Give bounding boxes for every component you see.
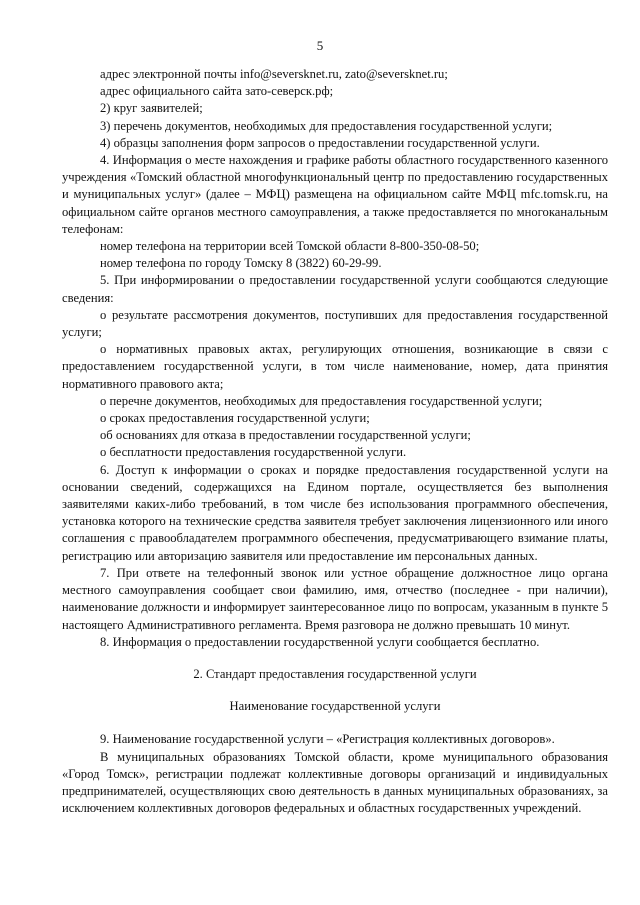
paragraph: 7. При ответе на телефонный звонок или устное обращение должностное лицо органа местного самоуправления сообщает свои фамилию, имя, отчество (последнее - при наличии), наименование должности и информирует заинтересованное лицо по вопросам, указанным в пункте 5 настоящего Административного регламента. Время разговора не должно превышать 10 минут. xyxy=(62,565,608,632)
paragraph: 8. Информация о предоставлении государственной услуги сообщается бесплатно. xyxy=(100,634,540,649)
paragraph: о бесплатности предоставления государственной услуги. xyxy=(100,445,407,460)
paragraph: адрес электронной почты info@seversknet.ru, zato@seversknet.ru; xyxy=(100,67,448,81)
paragraph: 5. При информировании о предоставлении государственной услуги сообщаются следующие сведения: xyxy=(62,273,608,305)
paragraph: 4. Информация о месте нахождения и графике работы областного государственного казенного учреждения «Томский областной многофункциональный центр по предоставлению государственных и муниципальных услуг» (далее – МФЦ) размещена на официальном сайте МФЦ mfc.tomsk.ru, на официальном сайте органов местного самоуправления, а также предоставляется по многоканальным телефонам: xyxy=(62,153,608,236)
document-body xyxy=(62,66,608,817)
paragraph: о перечне документов, необходимых для предоставления государственной услуги; xyxy=(100,393,543,408)
paragraph: 6. Доступ к информации о сроках и порядке предоставления государственной услуги на основании сведений, содержащихся на Едином портале, осуществляется без выполнения заявителями каких-либо требований, в том числе без использования программного обеспечения, установка которого на технические средства заявителя требует заключения лицензионного или иного соглашения с правообладателем программного обеспечения, предусматривающего взимание платы, регистрацию или авторизацию заявителя или предоставление им персональных данных. xyxy=(62,462,608,563)
paragraph: В муниципальных образованиях Томской области, кроме муниципального образования «Город Томск», регистрации подлежат коллективные договоры организаций и индивидуальных предпринимателей, осуществляющих свою деятельность в данных муниципальных образованиях, за исключением коллективных договоров федеральных и областных государственных учреждений. xyxy=(62,749,608,816)
paragraph: номер телефона на территории всей Томской области 8-800-350-08-50; xyxy=(100,239,480,254)
paragraph: о нормативных правовых актах, регулирующих отношения, возникающие в связи с предоставлением государственной услуги, в том числе наименование, номер, дата принятия нормативного правового акта; xyxy=(62,342,608,391)
paragraph: о результате рассмотрения документов, поступивших для предоставления государственной услуги; xyxy=(62,307,608,340)
paragraph: 4) образцы заполнения форм запросов о предоставлении государственной услуги. xyxy=(100,135,540,150)
paragraph: номер телефона по городу Томску 8 (3822) 60-29-99. xyxy=(100,256,382,271)
paragraph: 3) перечень документов, необходимых для предоставления государственной услуги; xyxy=(100,118,553,133)
paragraph: адрес официального сайта зато-северск.рф; xyxy=(100,84,334,99)
paragraph: 9. Наименование государственной услуги – «Регистрация коллективных договоров». xyxy=(100,732,555,747)
paragraph: 2) круг заявителей; xyxy=(100,101,203,116)
subsection-heading: Наименование государственной услуги xyxy=(229,699,441,714)
paragraph: об основаниях для отказа в предоставлении государственной услуги; xyxy=(100,428,471,443)
page-number: 5 xyxy=(316,38,324,53)
section-heading: 2. Стандарт предоставления государственной услуги xyxy=(193,666,477,681)
paragraph: о сроках предоставления государственной услуги; xyxy=(100,411,370,426)
